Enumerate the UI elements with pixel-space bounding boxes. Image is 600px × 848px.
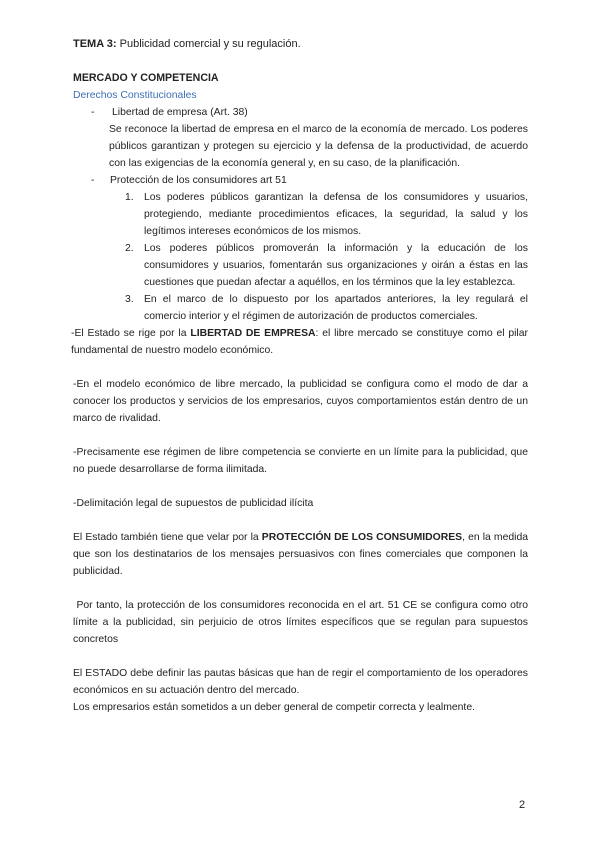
paragraph-empresarios: Los empresarios están sometidos a un deber general de competir correcta y lealmente. (73, 702, 475, 713)
paragraph-emphasis: PROTECCIÓN DE LOS CONSUMIDORES (261, 532, 463, 543)
list-item-text: Los poderes públicos promoverán la información y la educación de los consumidores y usuarios, fomentarán sus organizaciones y oirán a éstas en las cuestiones que puedan afectar a aquéllos, en los términos que la ley establezca. (144, 243, 528, 288)
paragraph-proteccion-consumidores (73, 529, 528, 580)
list-item-text: En el marco de lo dispuesto por los apartados anteriores, la ley regulará el comercio interior y el régimen de autorización de productos comerciales. (144, 294, 528, 322)
list-item (125, 240, 528, 291)
title-text: Publicidad comercial y su regulación. (116, 38, 301, 50)
bullet-body: Se reconoce la libertad de empresa en el marco de la economía de mercado. Los poderes públicos garantizan y protegen su ejercicio y la defensa de la productividad, de acuerdo con las exigencias de la economía general y, en su caso, de la planificación. (109, 124, 528, 169)
bullet-item (73, 172, 528, 189)
paragraph-text: , en la medida que son los destinatarios de los mensajes persuasivos con fines comerciales que componen la publicidad. (73, 532, 528, 577)
document-page (71, 36, 531, 716)
bullet-label: Libertad de empresa (Art. 38) (112, 107, 248, 118)
paragraph-modelo-economico: -En el modelo económico de libre mercado, la publicidad se configura como el modo de dar a conocer los productos y servicios de los empresarios, cuyos comportamientos están dentro de un marco de rivalidad. (73, 379, 528, 424)
list-item-number: 1. (125, 192, 134, 203)
paragraph-libertad-empresa (71, 325, 528, 359)
list-item-number: 3. (125, 294, 134, 305)
list-item-text: Los poderes públicos garantizan la defensa de los consumidores y usuarios, protegiendo, mediante procedimientos eficaces, la seguridad, la salud y los legítimos intereses económicos de los mismos. (144, 192, 528, 237)
section-heading: MERCADO Y COMPETENCIA (73, 72, 219, 84)
bullet-dash: - (91, 107, 95, 118)
paragraph-emphasis: LIBERTAD DE EMPRESA (190, 328, 316, 339)
subsection-heading: Derechos Constitucionales (73, 90, 197, 101)
paragraph-text: El Estado también tiene que velar por la (73, 532, 262, 543)
paragraph-text: -El Estado se rige por la (71, 328, 191, 339)
paragraph-estado: El ESTADO debe definir las pautas básicas que han de regir el comportamiento de los operadores económicos en su actuación dentro del mercado. (73, 668, 528, 696)
list-item (125, 291, 528, 325)
numbered-list (73, 189, 528, 325)
paragraph-delimitacion: -Delimitación legal de supuestos de publicidad ilícita (73, 498, 314, 509)
title-prefix: TEMA 3: (73, 38, 117, 50)
bullet-label: Protección de los consumidores art 51 (110, 175, 287, 186)
bullet-dash: - (91, 175, 95, 186)
paragraph-text: : el libre mercado se constituye como el pilar fundamental de nuestro modelo económico. (71, 328, 528, 356)
page-number: 2 (519, 799, 526, 811)
paragraph-libre-competencia: -Precisamente ese régimen de libre competencia se convierte en un límite para la publicidad, que no puede desarrollarse de forma ilimitada. (73, 447, 528, 475)
list-item (125, 189, 528, 240)
list-item-number: 2. (125, 243, 134, 254)
document-title (73, 36, 528, 53)
bullet-item (73, 104, 528, 121)
paragraph-por-tanto: Por tanto, la protección de los consumidores reconocida en el art. 51 CE se configura como otro límite a la publicidad, sin perjuicio de otros límites específicos que se regulan para supuestos concretos (73, 600, 531, 645)
